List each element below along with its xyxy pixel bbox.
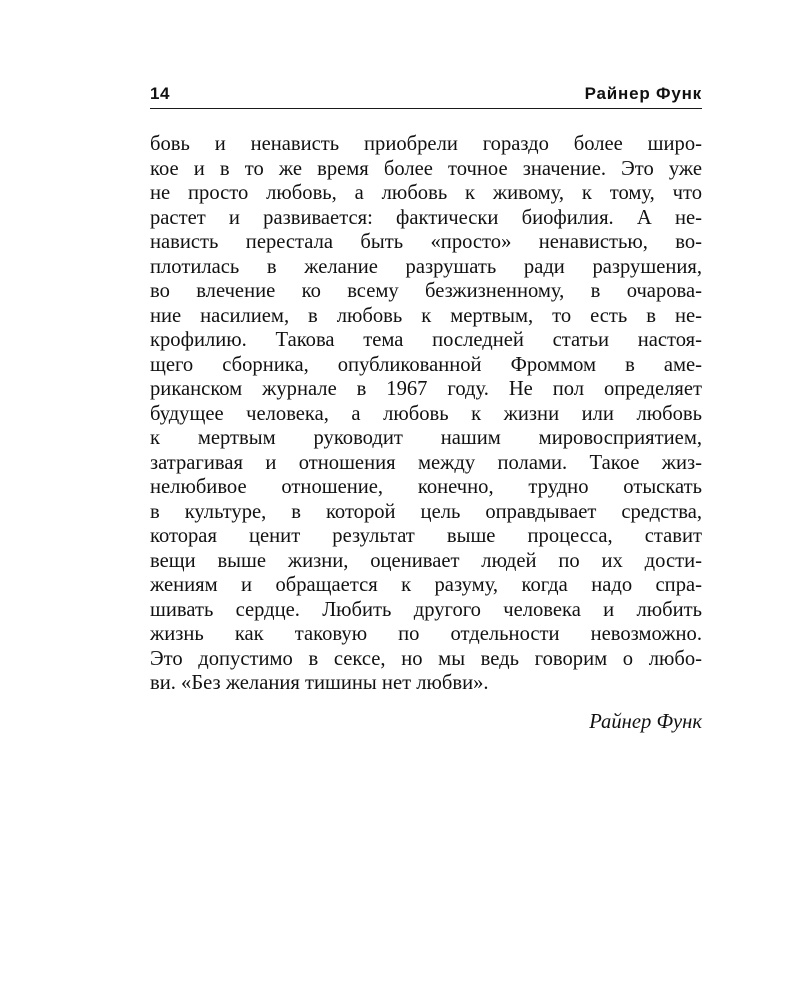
text-line: не просто любовь, а любовь к живому, к тому, что — [150, 182, 702, 204]
text-line: риканском журнале в 1967 году. Не пол определяет — [150, 378, 702, 400]
text-line: нелюбивое отношение, конечно, трудно отыскать — [150, 476, 702, 498]
page-header — [150, 82, 702, 109]
body-text — [150, 132, 702, 696]
running-head: Райнер Функ — [584, 84, 702, 103]
text-line: нависть перестала быть «просто» ненавистью, во- — [150, 231, 702, 253]
text-line: ви. «Без желания тишины нет любви». — [150, 672, 489, 694]
text-line: крофилию. Такова тема последней статьи настоя- — [150, 329, 702, 351]
page-number: 14 — [150, 84, 170, 103]
text-line: во влечение ко всему безжизненному, в очарова- — [150, 280, 702, 302]
text-line: в культуре, в которой цель оправдывает средства, — [150, 500, 702, 523]
text-line: бовь и ненависть приобрели гораздо более широ- — [150, 133, 702, 155]
text-line: плотилась в желание разрушать ради разрушения, — [150, 255, 702, 278]
text-line: которая ценит результат выше процесса, ставит — [150, 525, 702, 547]
text-line: вещи выше жизни, оценивает людей по их дости- — [150, 549, 702, 572]
text-line: Это допустимо в сексе, но мы ведь говорим о любо- — [150, 647, 702, 670]
text-line: жизнь как таковую по отдельности невозможно. — [150, 623, 702, 645]
text-line: затрагивая и отношения между полами. Такое жиз- — [150, 451, 702, 474]
text-line: будущее человека, а любовь к жизни или любовь — [150, 402, 702, 425]
text-line: кое и в то же время более точное значение. Это уже — [150, 157, 702, 180]
text-line: к мертвым руководит нашим мировосприятием, — [150, 427, 702, 449]
text-line: шивать сердце. Любить другого человека и любить — [150, 598, 702, 621]
author-signature: Райнер Функ — [589, 711, 702, 733]
text-line: щего сборника, опубликованной Фроммом в аме- — [150, 353, 702, 376]
text-line: ние насилием, в любовь к мертвым, то есть в не- — [150, 304, 702, 327]
text-line: жениям и обращается к разуму, когда надо спра- — [150, 574, 702, 596]
text-line: растет и развивается: фактически биофилия. А не- — [150, 206, 702, 229]
